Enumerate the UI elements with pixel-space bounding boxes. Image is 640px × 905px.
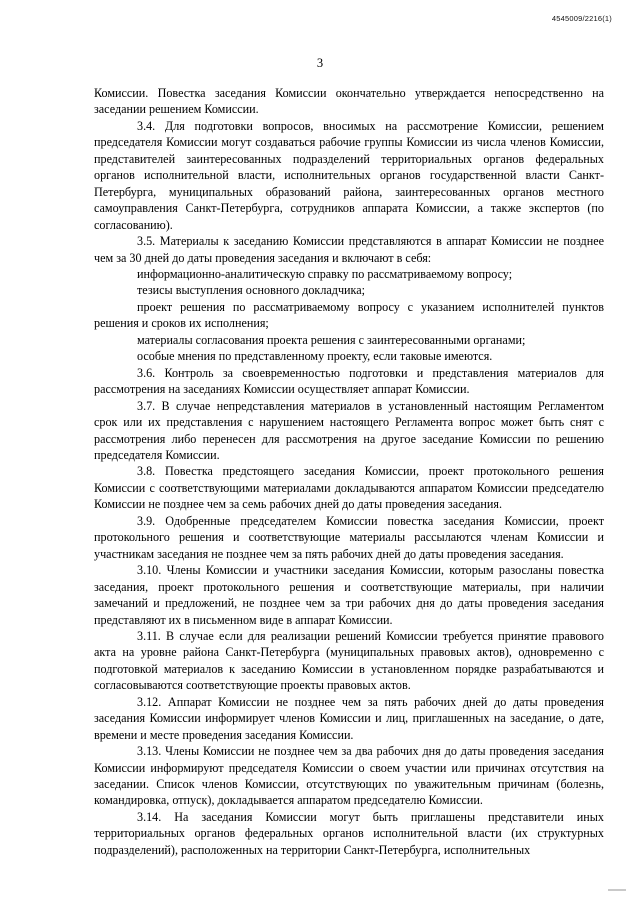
paragraph-3-11: 3.11. В случае если для реализации решений Комиссии требуется принятие правового акта на уровне района Санкт-Петербурга (муниципальных правовых актов), одновременно с подготовкой материалов к заседанию Комиссии в установленном порядке разрабатываются и согласовываются соответствующие проекты правовых актов. [94, 628, 604, 693]
list-item: информационно-аналитическую справку по рассматриваемому вопросу; [137, 266, 513, 281]
paragraph-3-8: 3.8. Повестка предстоящего заседания Комиссии, проект протокольного решения Комиссии с соответствующими материалами докладываются аппаратом Комиссии председателю Комиссии не позднее чем за семь рабочих дней до даты проведения заседания. [94, 464, 604, 512]
paragraph-3-12: 3.12. Аппарат Комиссии не позднее чем за пять рабочих дней до даты проведения заседания Комиссии информирует членов Комиссии и лиц, приглашенных на заседание, о дате, времени и месте проведения заседания Комиссии. [94, 694, 604, 742]
list-item: тезисы выступления основного докладчика; [137, 283, 366, 298]
paragraph-3-4: 3.4. Для подготовки вопросов, вносимых на рассмотрение Комиссии, решением председателя Комиссии могут создаваться рабочие группы Комиссии из числа членов Комиссии, представителей заинтересованных подразделений территориальных органов федеральных органов исполнительной власти, исполнительных органов государственной власти Санкт-Петербурга, муниципальных образований района, заинтересованных органов местного самоуправления Санкт-Петербурга, сотрудников аппарата Комиссии, а также экспертов (по согласованию). [94, 118, 604, 232]
document-body [94, 85, 604, 858]
list-item: проект решения по рассматриваемому вопросу с указанием исполнителей пунктов решения и сроков их исполнения; [94, 299, 604, 331]
paragraph-3-7: 3.7. В случае непредставления материалов в установленный настоящим Регламентом срок или их представления с нарушением настоящего Регламента вопрос может быть снят с рассмотрения либо перенесен для рассмотрения на другое заседание Комиссии по решению председателя Комиссии. [94, 398, 604, 462]
list-item: особые мнения по представленному проекту, если таковые имеются. [137, 349, 493, 364]
paragraph-3-6: 3.6. Контроль за своевременностью подготовки и представления материалов для рассмотрения на заседаниях Комиссии осуществляет аппарат Комиссии. [94, 365, 604, 397]
page-number: 3 [316, 56, 324, 70]
paragraph-3-5: 3.5. Материалы к заседанию Комиссии представляются в аппарат Комиссии не позднее чем за 30 дней до даты проведения заседания и включают в себя: [94, 234, 604, 265]
scan-artifact [608, 889, 626, 891]
list-item: материалы согласования проекта решения с заинтересованными органами; [137, 332, 526, 347]
paragraph-3-13: 3.13. Члены Комиссии не позднее чем за два рабочих дня до даты проведения заседания Комиссии информируют председателя Комиссии о своем участии или причинах отсутствия на заседании. Список членов Комиссии, отсутствующих по уважительным причинам (болезнь, командировка, отпуск), докладывается аппаратом председателю Комиссии. [94, 744, 604, 808]
paragraph-3-14: 3.14. На заседания Комиссии могут быть приглашены представители иных территориальных органов федеральных органов исполнительной власти (их структурных подразделений), расположенных на территории Санкт-Петербурга, исполнительных [94, 809, 604, 857]
paragraph-continuation: Комиссии. Повестка заседания Комиссии окончательно утверждается непосредственно на заседании решением Комиссии. [94, 86, 604, 117]
paragraph-3-10: 3.10. Члены Комиссии и участники заседания Комиссии, которым разосланы повестка заседания, проект протокольного решения и соответствующие материалы, при наличии замечаний и предложений, не позднее чем за три рабочих дня до даты проведения заседания представляют их в письменном виде в аппарат Комиссии. [94, 563, 604, 627]
paragraph-3-9: 3.9. Одобренные председателем Комиссии повестка заседания Комиссии, проект протокольного решения и соответствующие материалы рассылаются членам Комиссии и участникам заседания не позднее чем за пять рабочих дней до даты проведения заседания. [94, 513, 604, 561]
document-id: 4545009/2216(1) [551, 14, 612, 23]
